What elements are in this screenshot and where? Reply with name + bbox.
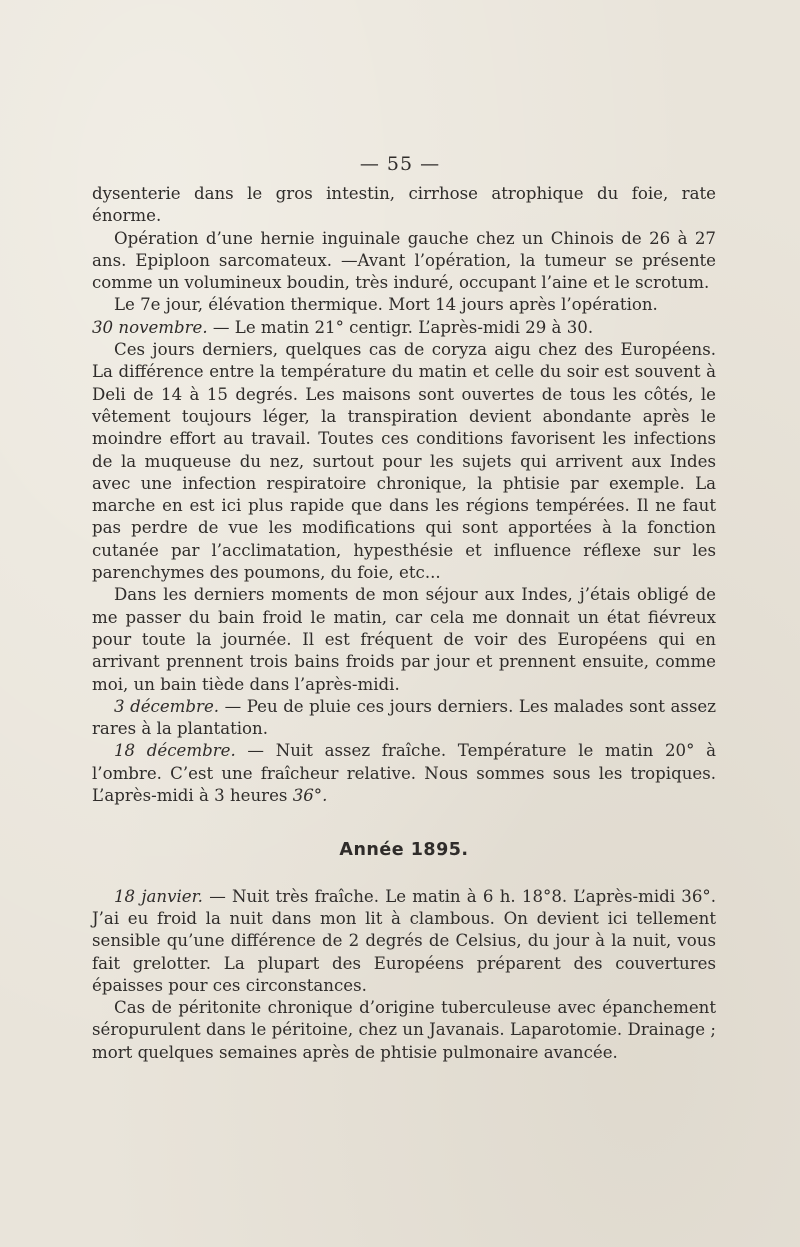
paragraph-4 — [92, 317, 716, 339]
paragraph-9-text: — Nuit très fraîche. Le matin à 6 h. 18°8. L’après-midi 36°. J’ai eu froid la nuit dans mon lit à clambous. On devient ici tellement sensible qu’une différence de 2 degrés de Celsius, du jour à la nuit, vous fait grelotter. La plupart des Européens préparent des couvertures épaisses pour ces circonstances. — [92, 886, 716, 995]
paragraph-8-end: 36°. — [292, 786, 328, 806]
paragraph-7 — [92, 696, 716, 741]
paragraph-5: Ces jours derniers, quelques cas de coryza aigu chez des Européens. La différence entre la température du matin et celle du soir est souvent à Deli de 14 à 15 degrés. Les maisons sont ouvertes de tous les côtés, le vêtement toujours léger, la transpiration devient abondante après le moindre effort au travail. Toutes ces conditions favorisent les infections de la muqueuse du nez, surtout pour les sujets qui arrivent aux Indes avec une infection respiratoire chronique, la phtisie par exemple. La marche en est ici plus rapide que dans les régions tempérées. Il ne faut pas perdre de vue les modifications qui sont apportées à la fonction cutanée par l’acclimatation, hypesthésie et influence réflexe sur les parenchymes des poumons, du foie, etc... — [92, 340, 716, 583]
date-3-decembre: 3 décembre. — [114, 696, 220, 716]
paragraph-8-text: — Nuit assez fraîche. Température le matin 20° à l’ombre. C’est une fraîcheur relative. Nous sommes sous les tropiques. L’après-midi à 3 heures — [92, 741, 716, 806]
paragraph-3: Le 7e jour, élévation thermique. Mort 14 jours après l’opération. — [114, 295, 658, 315]
body-text — [92, 183, 716, 1064]
paragraph-2: Opération d’une hernie inguinale gauche chez un Chinois de 26 à 27 ans. Epiploon sarcomateux. —Avant l’opération, la tumeur se présente comme un volumineux boudin, très induré, occupant l’aine et le scrotum. — [92, 228, 716, 293]
section-heading: Année 1895. — [339, 840, 469, 861]
paragraph-1: dysenterie dans le gros intestin, cirrhose atrophique du foie, rate énorme. — [92, 184, 716, 226]
paragraph-6: Dans les derniers moments de mon séjour aux Indes, j’étais obligé de me passer du bain froid le matin, car cela me donnait un état fiévreux pour toute la journée. Il est fréquent de voir des Européens qui en arrivant prennent trois bains froids par jour et prennent ensuite, comme moi, un bain tiède dans l’après-midi. — [92, 585, 716, 694]
paragraph-9 — [92, 886, 716, 997]
date-18-janvier: 18 janvier. — [114, 886, 203, 906]
paragraph-8 — [92, 740, 716, 807]
page-number: — 55 — — [359, 153, 441, 175]
paragraph-10: Cas de péritonite chronique d’origine tuberculeuse avec épanchement séropurulent dans le péritoine, chez un Javanais. Laparotomie. Drainage ; mort quelques semaines après de phtisie pulmonaire avancée. — [92, 998, 716, 1062]
paragraph-7-text: — Peu de pluie ces jours derniers. Les malades sont assez rares à la plantation. — [92, 696, 716, 739]
date-30-novembre: 30 novembre. — [92, 317, 208, 337]
paragraph-4-text: — Le matin 21° centigr. L’après-midi 29 à 30. — [207, 317, 594, 337]
date-18-decembre: 18 décembre. — [114, 741, 236, 761]
